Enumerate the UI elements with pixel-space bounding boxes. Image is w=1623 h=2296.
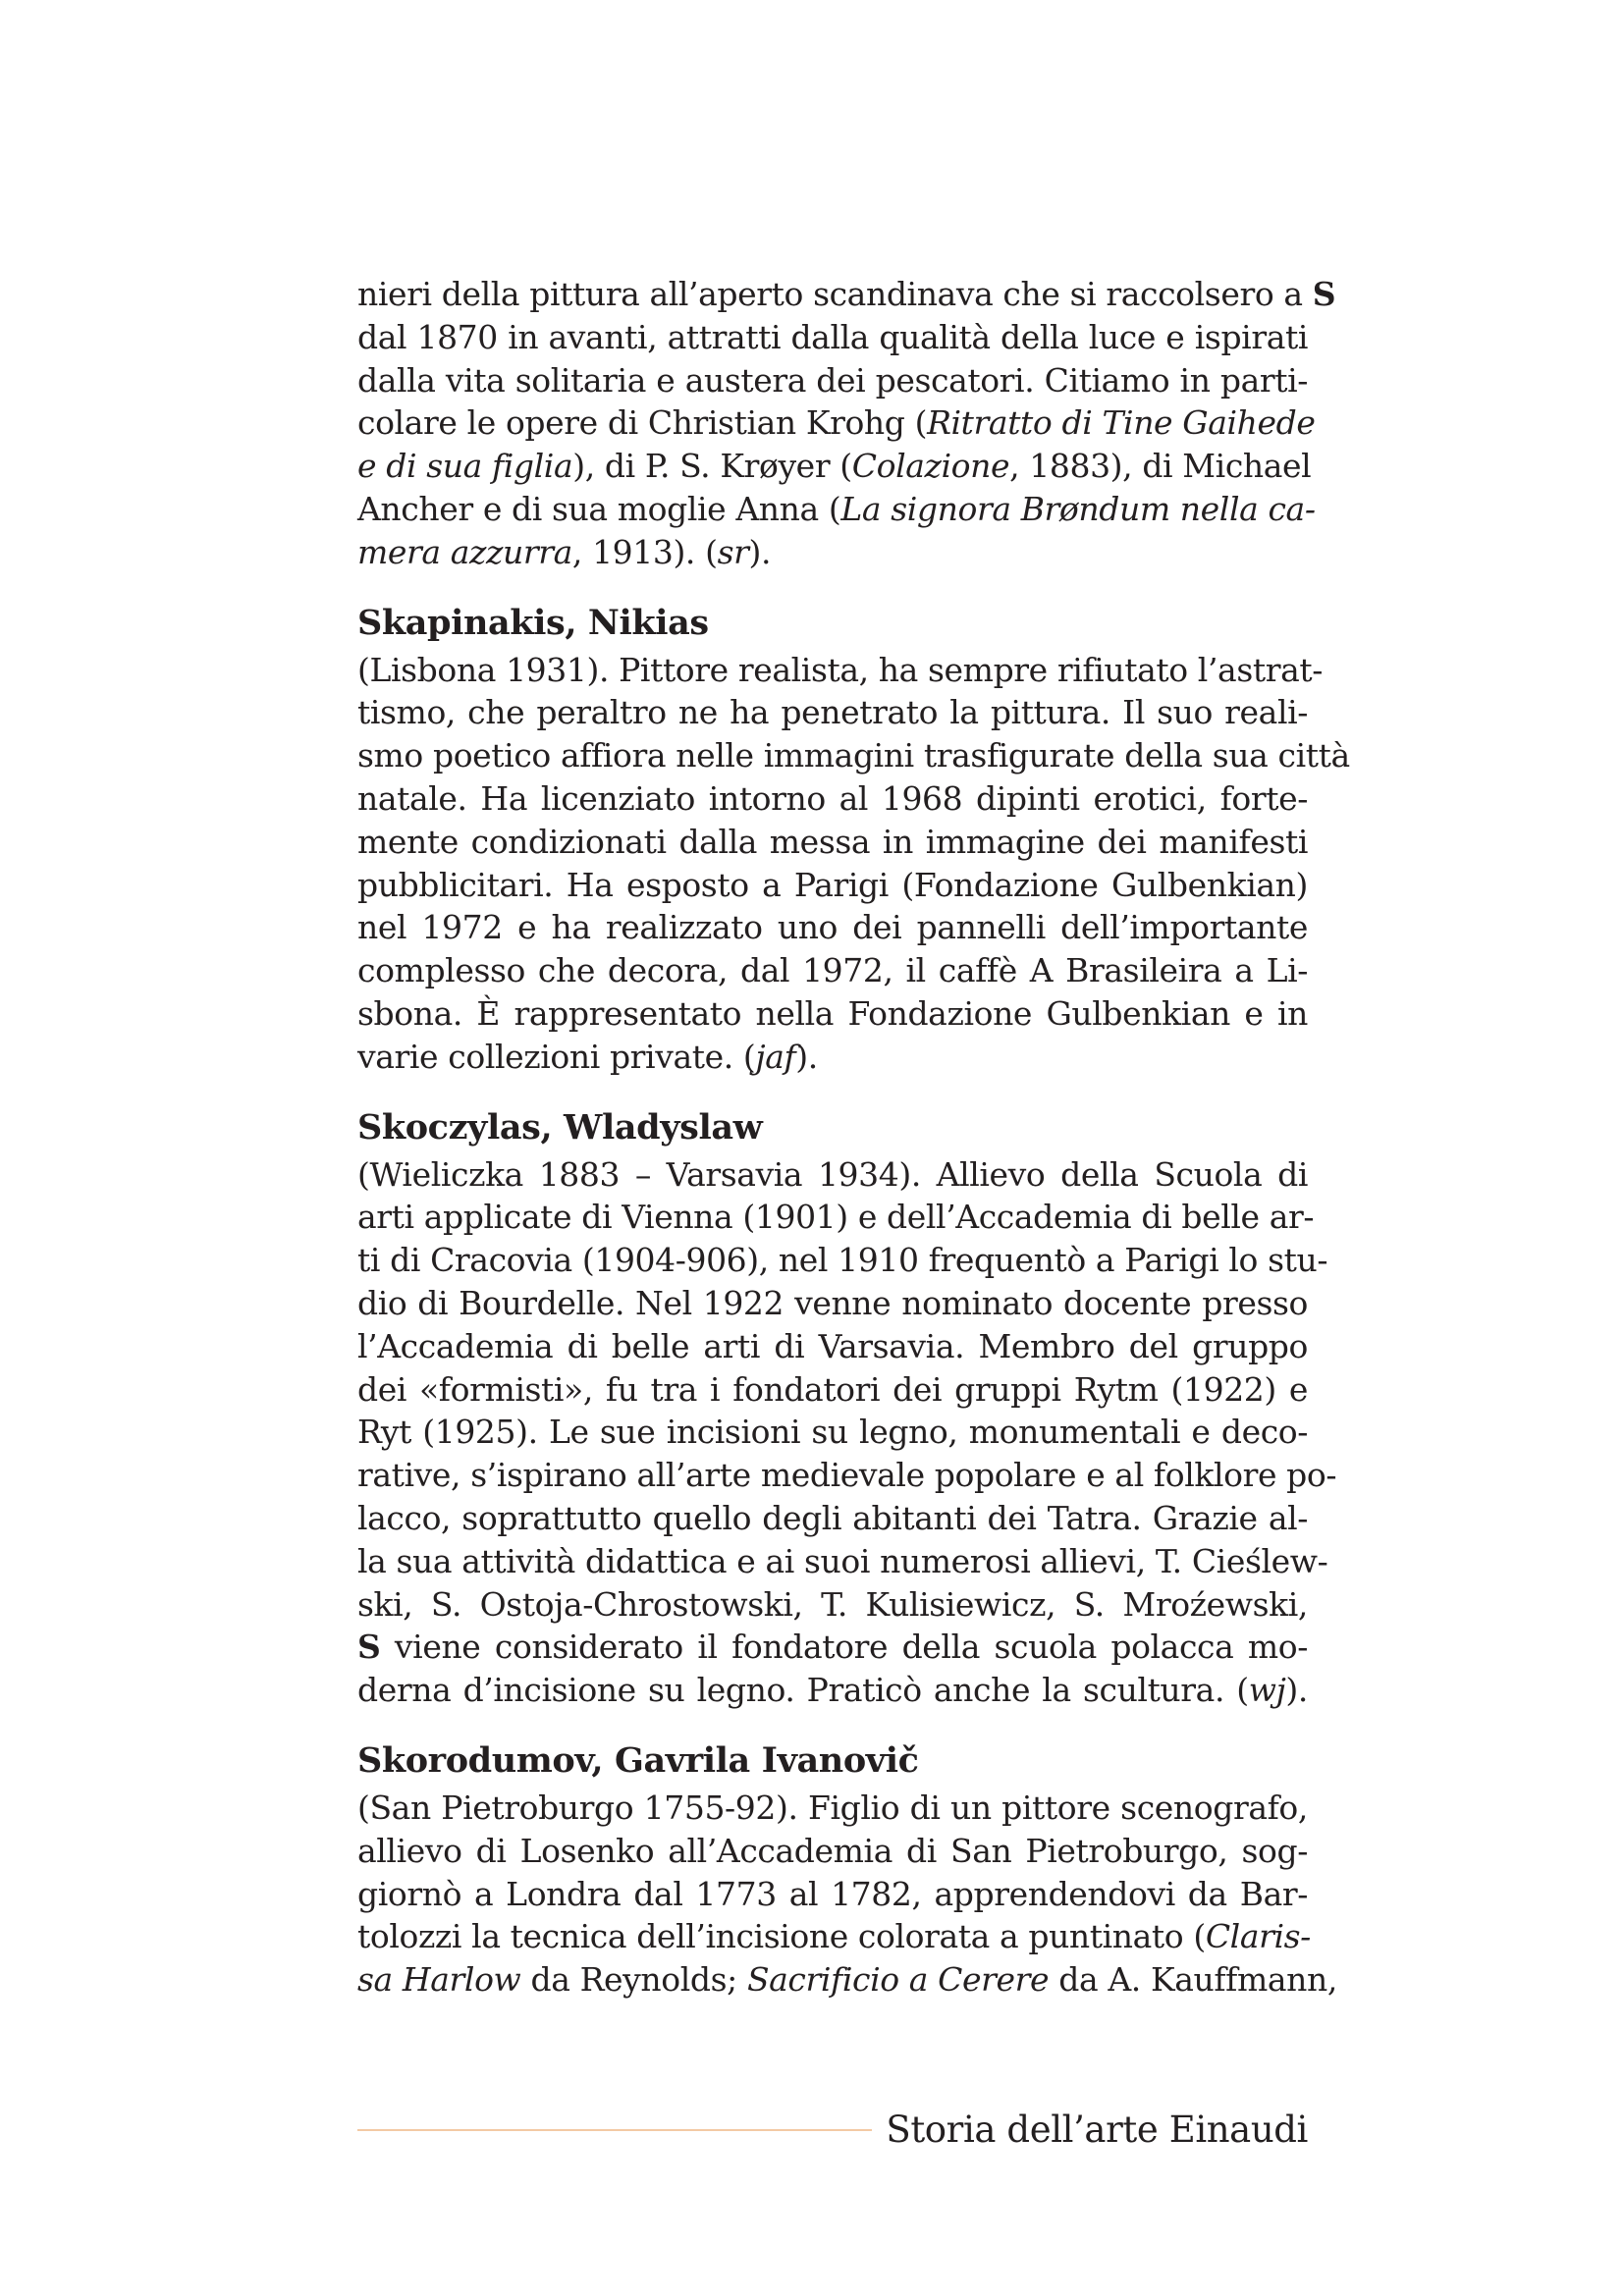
text-line: e di sua figlia), di P. S. Krøyer (Colazione, 1883), di Michael [357,447,1312,486]
page-body [357,273,1350,2002]
page-footer [357,2110,1308,2150]
text-line: mera azzurra, 1913). (sr). [357,532,772,571]
entry-heading: Skorodumov, Gavrila Ivanovič [357,1739,919,1781]
text-line: (San Pietroburgo 1755-92). Figlio di un pittore scenografo, [357,1788,1308,1827]
text-line: la sua attività didattica e ai suoi numerosi allievi, T. Cieślew- [357,1541,1328,1580]
text-line: nieri della pittura all’aperto scandinava che si raccolsero a S [357,275,1336,313]
text-line: arti applicate di Vienna (1901) e dell’Accademia di belle ar- [357,1198,1315,1237]
text-line: colare le opere di Christian Krohg (Ritratto di Tine Gaihede [357,403,1316,443]
text-line: Ancher e di sua moglie Anna (La signora Brøndum nella ca- [357,489,1316,528]
text-line: ski, S. Ostoja-Chrostowski, T. Kulisiewicz, S. Mroźewski, [357,1584,1308,1624]
text-line: dei «formisti», fu tra i fondatori dei gruppi Rytm (1922) e [357,1369,1308,1409]
text-line: derna d’incisione su legno. Praticò anche la scultura. (wj). [357,1671,1308,1710]
entry-body [357,1153,1337,1712]
text-line: lacco, soprattutto quello degli abitanti dei Tatra. Grazie al- [357,1498,1308,1537]
dictionary-entry [357,1739,1337,2002]
footer-rule [357,2129,872,2131]
text-line: l’Accademia di belle arti di Varsavia. Membro del gruppo [357,1326,1308,1365]
text-line: Ryt (1925). Le sue incisioni su legno, monumentali e deco- [357,1413,1308,1452]
text-line: rative, s’ispirano all’arte medievale popolare e al folklore po- [357,1456,1337,1495]
text-line: complesso che decora, dal 1972, il caffè A Brasileira a Li- [357,951,1308,990]
intro-paragraph [357,273,1336,574]
dictionary-entry [357,602,1350,1079]
text-line: (Lisbona 1931). Pittore realista, ha sempre rifiutato l’astrat- [357,650,1323,689]
entry-heading: Skapinakis, Nikias [357,602,709,643]
text-line: nel 1972 e ha realizzato uno dei pannelli dell’importante [357,908,1308,947]
text-line: tolozzi la tecnica dell’incisione colorata a puntinato (Claris- [357,1917,1311,1956]
dictionary-entry [357,1106,1337,1712]
text-line: varie collezioni private. (jaf). [357,1037,818,1076]
text-line: ti di Cracovia (1904-906), nel 1910 frequentò a Parigi lo stu- [357,1241,1328,1280]
entries-list [357,602,1350,2002]
text-line: mente condizionati dalla messa in immagine dei manifesti [357,822,1308,861]
text-line: pubblicitari. Ha esposto a Parigi (Fondazione Gulbenkian) [357,865,1308,904]
text-line: dal 1870 in avanti, attratti dalla qualità della luce e ispirati [357,317,1308,356]
entry-heading: Skoczylas, Wladyslaw [357,1106,763,1148]
text-line: smo poetico affiora nelle immagini trasfigurate della sua città [357,736,1350,775]
text-line: allievo di Losenko all’Accademia di San Pietroburgo, sog- [357,1831,1308,1870]
entry-body [357,1787,1337,2002]
footer-title: Storia dell’arte Einaudi [886,2109,1308,2151]
text-line: sa Harlow da Reynolds; Sacrificio a Cerere da A. Kauffmann, [357,1960,1337,2000]
text-line: natale. Ha licenziato intorno al 1968 dipinti erotici, forte- [357,778,1308,818]
text-line: S viene considerato il fondatore della scuola polacca mo- [357,1628,1308,1667]
text-line: giornò a Londra dal 1773 al 1782, apprendendovi da Bar- [357,1874,1308,1913]
entry-body [357,649,1350,1079]
text-line: tismo, che peraltro ne ha penetrato la pittura. Il suo reali- [357,693,1308,732]
text-line: sbona. È rappresentato nella Fondazione Gulbenkian e in [357,993,1308,1033]
text-line: dalla vita solitaria e austera dei pescatori. Citiamo in parti- [357,360,1308,400]
text-line: (Wieliczka 1883 – Varsavia 1934). Allievo della Scuola di [357,1154,1308,1194]
text-line: dio di Bourdelle. Nel 1922 venne nominato docente presso [357,1283,1308,1322]
